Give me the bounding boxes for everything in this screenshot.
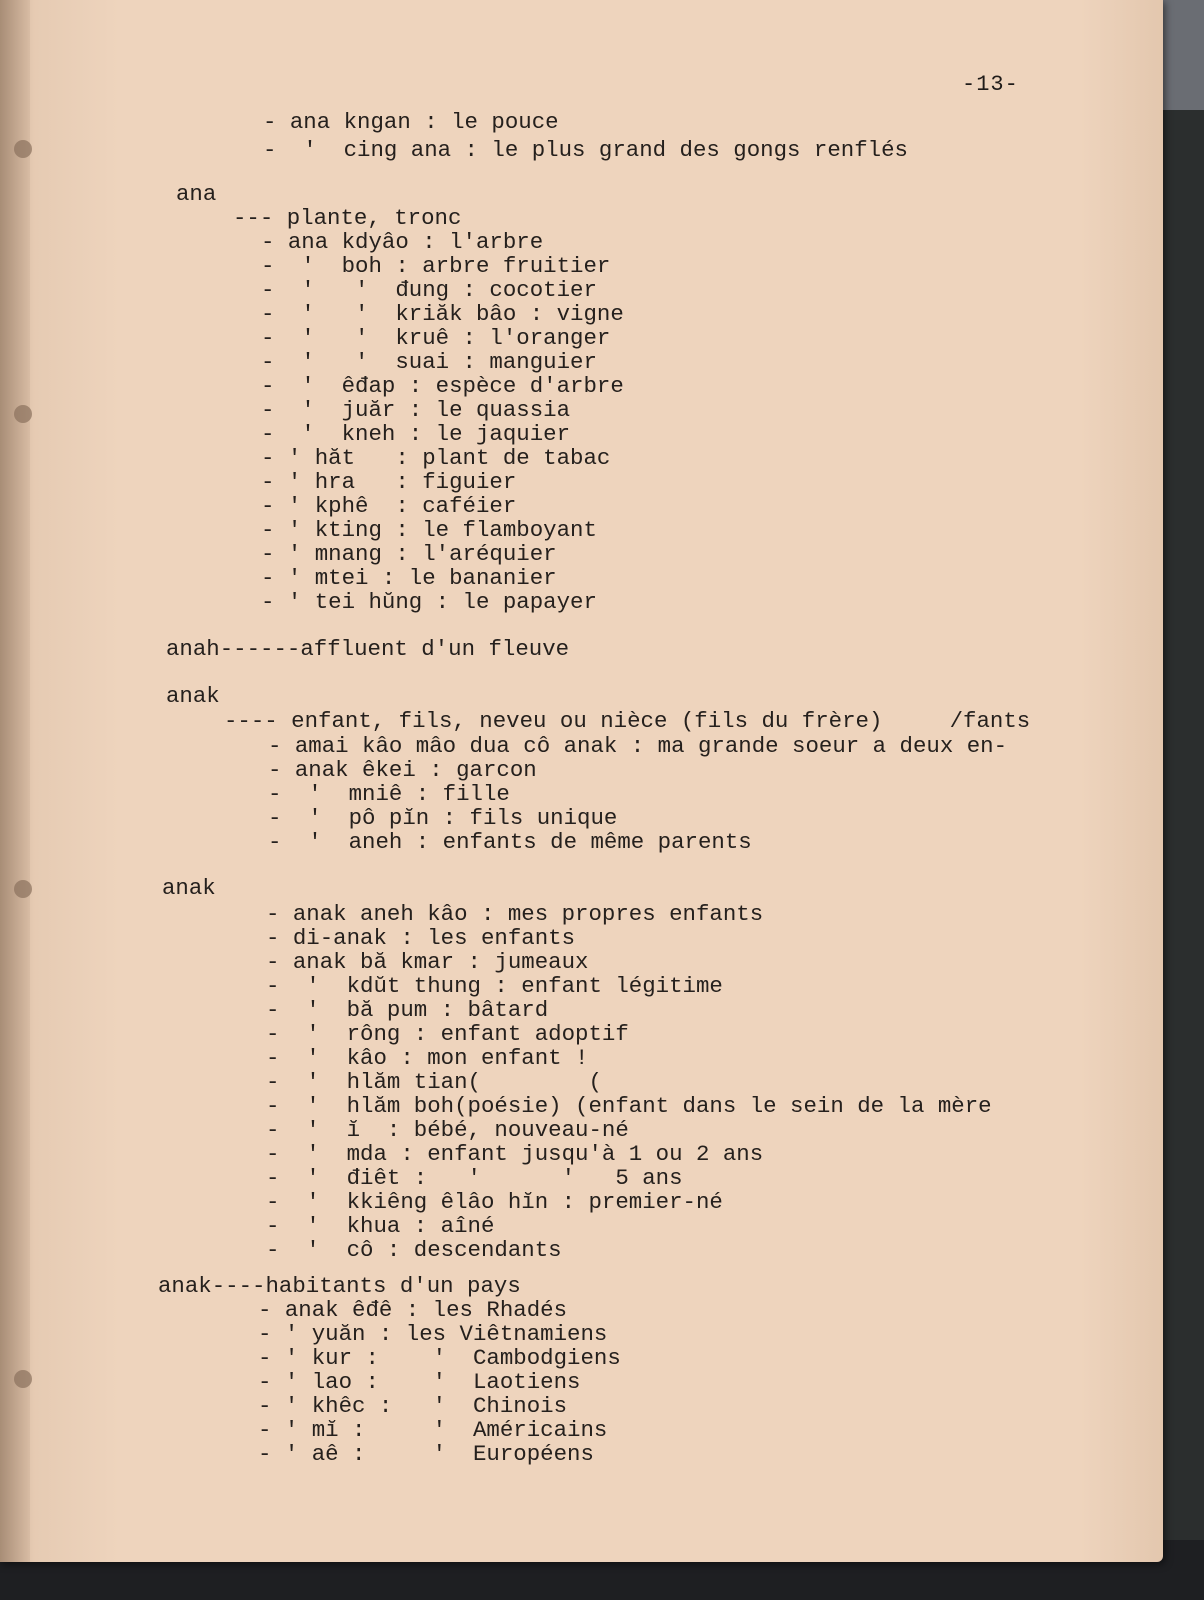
entry-line: - ' ĭ : bébé, nouveau-né xyxy=(266,1117,629,1143)
entry-line: - ' hăt : plant de tabac xyxy=(261,445,611,471)
entry-line: - ' pô pĭn : fils unique xyxy=(268,805,618,831)
entry-line: - anak êđê : les Rhadés xyxy=(258,1297,568,1323)
entry-line: - ' khua : aîné xyxy=(266,1213,495,1239)
binding-hole xyxy=(14,405,32,423)
entry-line: - ' ' kruê : l'oranger xyxy=(261,325,611,351)
entry-line: - ' hlăm tian( ( xyxy=(266,1069,602,1095)
headword: anak xyxy=(166,683,220,709)
page-number: -13- xyxy=(962,72,1019,97)
entry-line: - ' khêc : ' Chinois xyxy=(258,1393,568,1419)
entry-line: - ' mniê : fille xyxy=(268,781,510,807)
entry-line: - anak aneh kâo : mes propres enfants xyxy=(266,901,764,927)
entry-line: - ' hlăm boh(poésie) (enfant dans le sein de la mère xyxy=(266,1093,992,1119)
entry-line: - ana kngan : le pouce xyxy=(263,109,559,135)
definition-line: --- plante, tronc xyxy=(233,205,462,231)
binding-hole xyxy=(14,1370,32,1388)
entry-line: - ' mĭ : ' Américains xyxy=(258,1417,608,1443)
entry-line: - ' ' kriăk bâo : vigne xyxy=(261,301,624,327)
entry-line: - ' kkiêng êlâo hĭn : premier-né xyxy=(266,1189,723,1215)
entry-line: - ' lao : ' Laotiens xyxy=(258,1369,581,1395)
entry-line: - ' mnang : l'aréquier xyxy=(261,541,557,567)
headword: anak----habitants d'un pays xyxy=(158,1273,521,1299)
entry-line: - ' kneh : le jaquier xyxy=(261,421,571,447)
entry-line: - ' kur : ' Cambodgiens xyxy=(258,1345,621,1371)
entry-line: - ' yuăn : les Viêtnamiens xyxy=(258,1321,608,1347)
binding-gutter xyxy=(0,0,30,1562)
entry-line: - anak bă kmar : jumeaux xyxy=(266,949,589,975)
headword: ana xyxy=(176,181,217,207)
entry-line: - ' kdŭt thung : enfant légitime xyxy=(266,973,723,999)
entry-line: - ' juăr : le quassia xyxy=(261,397,571,423)
definition-line: ---- enfant, fils, neveu ou nièce (fils du frère) /fants xyxy=(224,708,1031,734)
entry-line: - ' mtei : le bananier xyxy=(261,565,557,591)
entry-line: - ' kphê : caféier xyxy=(261,493,517,519)
entry-line: - di-anak : les enfants xyxy=(266,925,576,951)
entry-line: - ' êđap : espèce d'arbre xyxy=(261,373,624,399)
entry-line: - ana kdyâo : l'arbre xyxy=(261,229,544,255)
entry-line: - ' bă pum : bâtard xyxy=(266,997,549,1023)
entry-line: - ' boh : arbre fruitier xyxy=(261,253,611,279)
binding-hole xyxy=(14,880,32,898)
entry-line: - anak êkei : garcon xyxy=(268,757,537,783)
binding-hole xyxy=(14,140,32,158)
entry-line: - ' ' suai : manguier xyxy=(261,349,597,375)
entry-line: - ' ' đung : cocotier xyxy=(261,277,597,303)
entry-line: - ' aneh : enfants de même parents xyxy=(268,829,752,855)
entry-line: - ' kâo : mon enfant ! xyxy=(266,1045,589,1071)
entry-line: - ' hra : figuier xyxy=(261,469,517,495)
entry-line: - ' kting : le flamboyant xyxy=(261,517,597,543)
entry-line: - ' cing ana : le plus grand des gongs renflés xyxy=(263,137,908,163)
entry-line: - ' điêt : ' ' 5 ans xyxy=(266,1165,683,1191)
entry-line: - ' mda : enfant jusqu'à 1 ou 2 ans xyxy=(266,1141,764,1167)
headword: anah------affluent d'un fleuve xyxy=(166,636,570,662)
headword: anak xyxy=(162,875,216,901)
entry-line: - ' aê : ' Européens xyxy=(258,1441,594,1467)
entry-line: - amai kâo mâo dua cô anak : ma grande soeur a deux en- xyxy=(268,733,1008,759)
entry-line: - ' cô : descendants xyxy=(266,1237,562,1263)
entry-line: - ' tei hŭng : le papayer xyxy=(261,589,597,615)
entry-line: - ' rông : enfant adoptif xyxy=(266,1021,629,1047)
